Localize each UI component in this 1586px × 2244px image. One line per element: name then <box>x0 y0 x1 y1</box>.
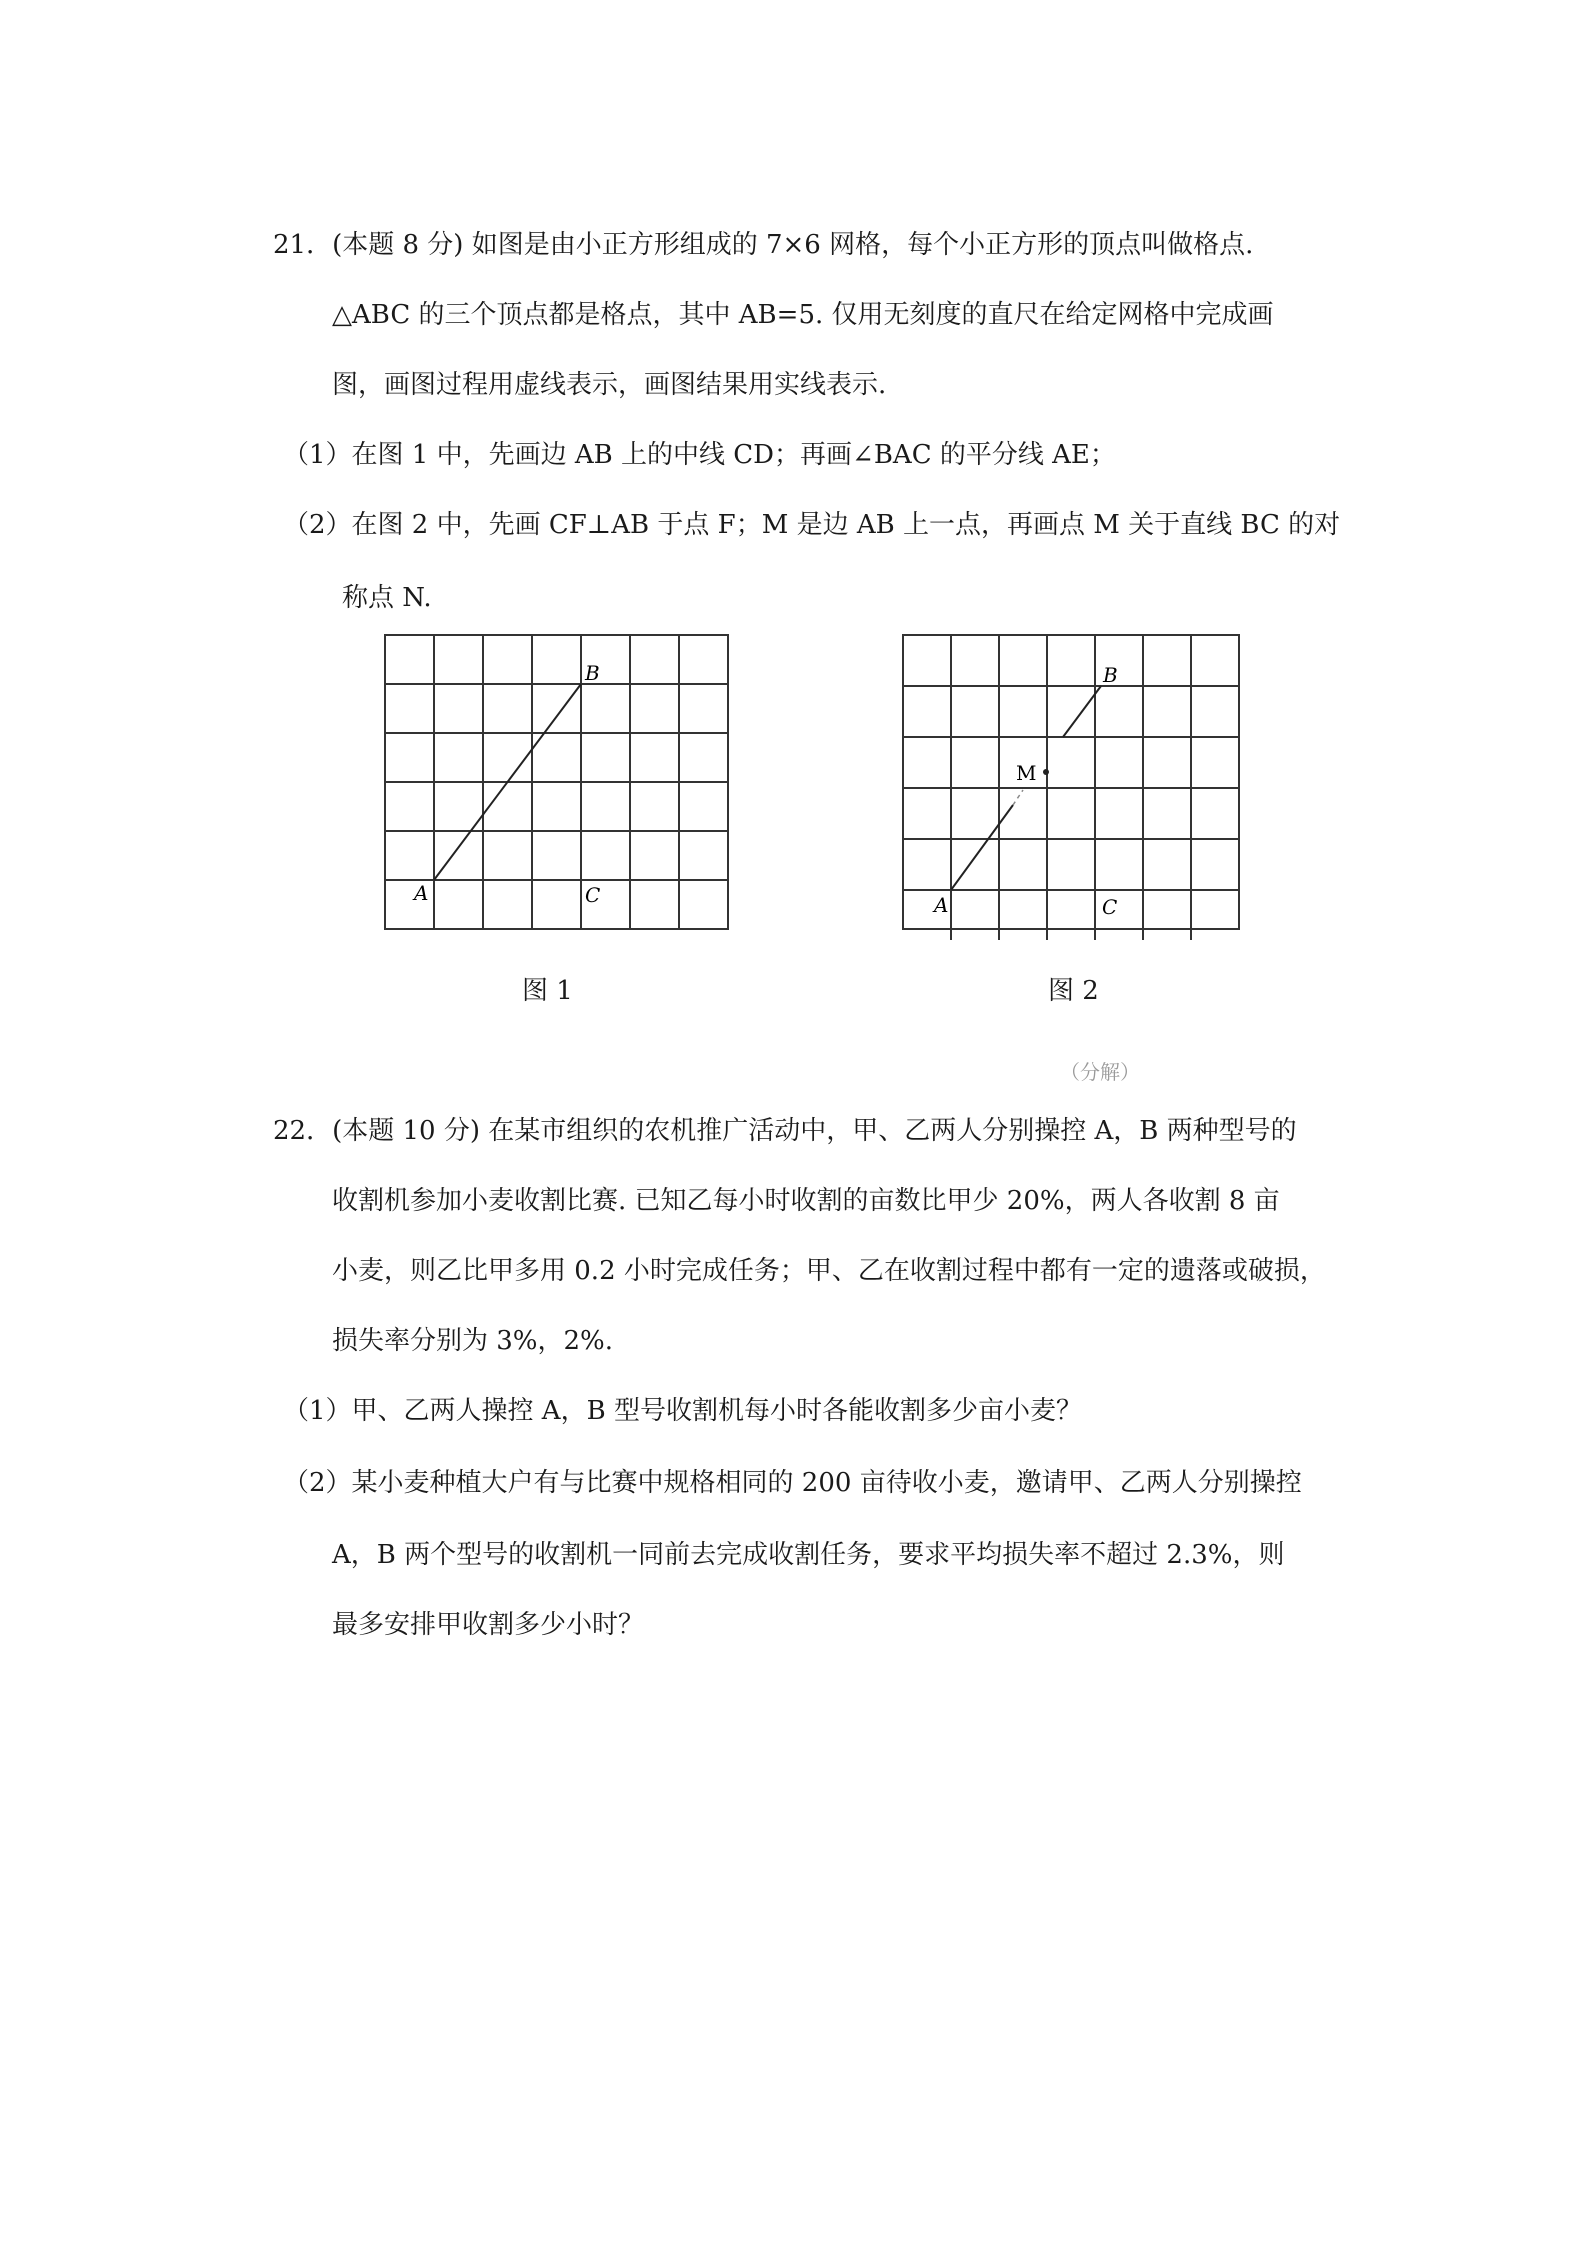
label-b: B <box>585 661 600 685</box>
segment-ab-lower <box>951 805 1013 890</box>
q22-line-7: A，B 两个型号的收割机一同前去完成收割任务，要求平均损失率不超过 2.3%，则 <box>332 1540 1285 1570</box>
segment-ab-faint <box>1013 790 1023 805</box>
label-m: M <box>1016 761 1037 785</box>
figure-2-grid <box>898 630 1258 940</box>
figure-2-caption: 图 2 <box>1048 976 1099 1006</box>
q22-line-2: 收割机参加小麦收割比赛. 已知乙每小时收割的亩数比甲少 20%，两人各收割 8 亩 <box>332 1186 1280 1216</box>
q21-line-3: 图，画图过程用虚线表示，画图结果用实线表示. <box>332 370 887 400</box>
q21-line-2: △ABC 的三个顶点都是格点，其中 AB=5. 仅用无刻度的直尺在给定网格中完成画 <box>332 300 1274 330</box>
label-a: A <box>414 881 429 905</box>
q22-line-6: （2）某小麦种植大户有与比赛中规格相同的 200 亩待收小麦，邀请甲、乙两人分别操控 <box>283 1468 1302 1498</box>
q22-line-1: 22．(本题 10 分) 在某市组织的农机推广活动中，甲、乙两人分别操控 A，B 两种型号的 <box>273 1116 1297 1146</box>
figure-1-caption: 图 1 <box>522 976 573 1006</box>
q21-line-4: （1）在图 1 中，先画边 AB 上的中线 CD；再画∠BAC 的平分线 AE； <box>283 440 1116 470</box>
figure-1-grid <box>380 630 740 940</box>
faint-mark: （分解） <box>1060 1060 1140 1084</box>
q22-line-8: 最多安排甲收割多少小时？ <box>332 1610 645 1640</box>
point-m <box>1043 769 1049 775</box>
label-c: C <box>1102 895 1118 919</box>
label-c: C <box>585 883 601 907</box>
q22-line-4: 损失率分别为 3%，2%. <box>332 1326 614 1356</box>
q21-line-5: （2）在图 2 中，先画 CF⊥AB 于点 F；M 是边 AB 上一点，再画点 M 关于直线 BC 的对 <box>283 510 1341 540</box>
q21-line-6: 称点 N. <box>342 583 432 613</box>
q21-line-1: 21．(本题 8 分) 如图是由小正方形组成的 7×6 网格，每个小正方形的顶点叫做格点. <box>273 230 1254 260</box>
q22-line-3: 小麦，则乙比甲多用 0.2 小时完成任务；甲、乙在收割过程中都有一定的遗落或破损， <box>332 1256 1326 1286</box>
label-b: B <box>1103 663 1118 687</box>
label-a: A <box>934 893 949 917</box>
q22-line-5: （1）甲、乙两人操控 A，B 型号收割机每小时各能收割多少亩小麦？ <box>283 1396 1082 1426</box>
